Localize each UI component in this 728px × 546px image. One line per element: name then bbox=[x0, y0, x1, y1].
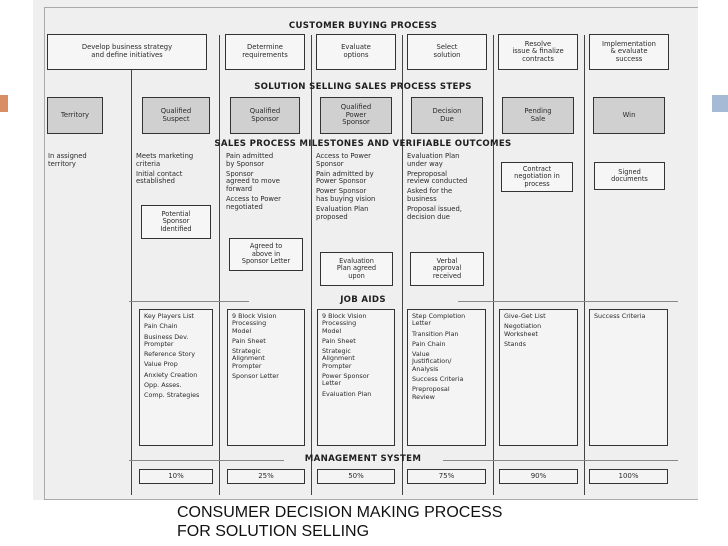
job-aid-item: Pain Sheet bbox=[232, 336, 266, 345]
job-aid-item: Pain Chain bbox=[412, 339, 446, 348]
percentage-box: 75% bbox=[407, 469, 486, 484]
section-title-buying: CUSTOMER BUYING PROCESS bbox=[288, 21, 438, 31]
job-aid-item: Transition Plan bbox=[412, 329, 459, 338]
job-aid-item: Success Criteria bbox=[412, 375, 464, 384]
buying-step: Select solution bbox=[407, 34, 487, 70]
job-aid-item: Negotiation Worksheet bbox=[504, 322, 542, 338]
job-aid-item: Step Completion Letter bbox=[412, 312, 466, 328]
milestones-decision bbox=[407, 153, 493, 224]
milestone-text: Preproposal review conducted bbox=[407, 169, 468, 186]
job-aid-item: Value Prop bbox=[144, 360, 178, 369]
milestone-text: Pain admitted by Sponsor bbox=[226, 152, 274, 168]
column-divider bbox=[402, 35, 403, 495]
sales-step: Territory bbox=[47, 97, 103, 134]
callout-verbal-approval: Verbal approval received bbox=[410, 252, 484, 286]
column-divider bbox=[584, 35, 585, 495]
job-aid-item: 9 Block Vision Processing Model bbox=[232, 312, 277, 335]
milestone-text: Power Sponsor has buying vision bbox=[316, 187, 376, 204]
percentage-box: 50% bbox=[317, 469, 395, 484]
slide-caption bbox=[177, 503, 502, 541]
buying-step: Develop business strategy and define initiatives bbox=[47, 34, 207, 70]
job-aid-box bbox=[317, 309, 395, 446]
job-aid-item: Stands bbox=[504, 339, 526, 348]
percentage-box: 25% bbox=[227, 469, 305, 484]
percentage-box: 10% bbox=[139, 469, 213, 484]
job-aid-item: Power Sponsor Letter bbox=[322, 372, 370, 388]
milestone-text: Asked for the business bbox=[407, 187, 453, 204]
rule bbox=[129, 460, 284, 461]
job-aid-box bbox=[407, 309, 486, 446]
milestone-text: Evaluation Plan proposed bbox=[316, 204, 369, 221]
section-title-jobaids: JOB AIDS bbox=[340, 295, 386, 305]
milestone-text: Access to Power negotiated bbox=[226, 195, 281, 211]
callout-contract: Contract negotiation in process bbox=[501, 162, 573, 192]
left-accent-bar bbox=[0, 95, 8, 112]
buying-step: Evaluate options bbox=[316, 34, 396, 70]
job-aid-box bbox=[139, 309, 213, 446]
rule bbox=[129, 301, 249, 302]
milestones-territory bbox=[48, 153, 128, 171]
job-aid-item: Business Dev. Prompter bbox=[144, 332, 189, 348]
column-divider bbox=[219, 35, 220, 495]
sales-step: Win bbox=[593, 97, 665, 134]
job-aid-item: Key Players List bbox=[144, 312, 195, 320]
column-divider bbox=[493, 35, 494, 495]
job-aid-item: Strategic Alignment Prompter bbox=[232, 347, 265, 370]
column-divider bbox=[311, 35, 312, 495]
rule bbox=[443, 460, 678, 461]
buying-step: Resolve issue & finalize contracts bbox=[498, 34, 578, 70]
sales-step: Qualified Power Sponsor bbox=[320, 97, 392, 134]
job-aid-item: Comp. Strategies bbox=[144, 391, 200, 400]
job-aid-item: Sponsor Letter bbox=[232, 372, 279, 381]
job-aid-item: 9 Block Vision Processing Model bbox=[322, 312, 367, 335]
percentage-box: 90% bbox=[499, 469, 578, 484]
job-aid-item: Opp. Asses. bbox=[144, 381, 182, 390]
milestone-text: Access to Power Sponsor bbox=[316, 152, 371, 168]
callout-signed: Signed documents bbox=[594, 162, 665, 190]
milestone-text: Initial contact established bbox=[136, 169, 183, 186]
job-aid-item: Give-Get List bbox=[504, 312, 546, 320]
caption-line: CONSUMER DECISION MAKING PROCESS bbox=[177, 504, 503, 521]
rule bbox=[458, 301, 678, 302]
job-aid-item: Success Criteria bbox=[594, 312, 646, 320]
column-divider bbox=[131, 35, 132, 495]
milestones-power-sponsor bbox=[316, 153, 402, 224]
job-aid-item: Value Justification/ Analysis bbox=[412, 350, 452, 373]
callout-agreed: Agreed to above in Sponsor Letter bbox=[229, 238, 303, 271]
sales-step: Qualified Suspect bbox=[142, 97, 210, 134]
job-aid-box bbox=[589, 309, 668, 446]
buying-step: Determine requirements bbox=[225, 34, 305, 70]
milestone-text: Proposal issued, decision due bbox=[407, 204, 462, 221]
job-aid-box bbox=[499, 309, 578, 446]
sales-step: Qualified Sponsor bbox=[230, 97, 300, 134]
job-aid-item: Anxiety Creation bbox=[144, 370, 198, 379]
job-aid-item: Pain Chain bbox=[144, 322, 178, 331]
callout-evaluation-plan: Evaluation Plan agreed upon bbox=[320, 252, 393, 286]
section-title-steps: SOLUTION SELLING SALES PROCESS STEPS bbox=[254, 82, 472, 92]
callout-potential-sponsor: Potential Sponsor Identified bbox=[141, 205, 211, 239]
sales-process-diagram bbox=[33, 0, 698, 500]
buying-step: Implementation & evaluate success bbox=[589, 34, 669, 70]
milestones-sponsor bbox=[226, 153, 310, 214]
job-aid-box bbox=[227, 309, 305, 446]
sales-step: Decision Due bbox=[411, 97, 483, 134]
caption-line: FOR SOLUTION SELLING bbox=[177, 523, 370, 540]
milestone-text: Sponsor agreed to move forward bbox=[226, 169, 280, 194]
milestones-suspect bbox=[136, 153, 218, 188]
job-aid-item: Evaluation Plan bbox=[322, 389, 372, 398]
milestone-text: In assigned territory bbox=[48, 152, 87, 168]
sales-step: Pending Sale bbox=[502, 97, 574, 134]
right-accent-bar bbox=[712, 95, 728, 112]
job-aid-item: Preproposal Review bbox=[412, 385, 450, 401]
job-aid-item: Pain Sheet bbox=[322, 336, 356, 345]
percentage-box: 100% bbox=[589, 469, 668, 484]
job-aid-item: Reference Story bbox=[144, 350, 196, 359]
section-title-mgmt: MANAGEMENT SYSTEM bbox=[304, 454, 422, 464]
job-aid-item: Strategic Alignment Prompter bbox=[322, 347, 355, 370]
milestone-text: Pain admitted by Power Sponsor bbox=[316, 169, 374, 186]
milestone-text: Meets marketing criteria bbox=[136, 152, 194, 168]
section-title-milestones: SALES PROCESS MILESTONES AND VERIFIABLE OUTCOMES bbox=[214, 139, 512, 149]
milestone-text: Evaluation Plan under way bbox=[407, 152, 460, 168]
